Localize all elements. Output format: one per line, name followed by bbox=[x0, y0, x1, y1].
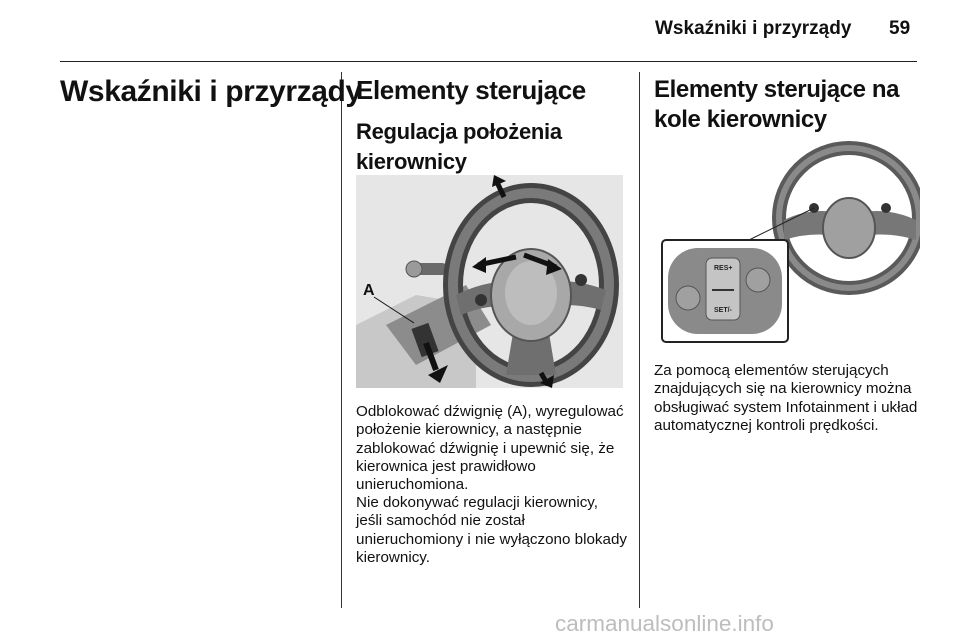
column-divider-left bbox=[341, 72, 342, 608]
speed-limiter-button-icon bbox=[676, 286, 700, 310]
inset-label-res: RES+ bbox=[714, 265, 733, 272]
page-number: 59 bbox=[889, 18, 911, 39]
header-rule bbox=[60, 61, 917, 62]
steering-adjustment-figure bbox=[356, 175, 623, 388]
subsection-heading: Regulacja położenia kierownicy bbox=[356, 119, 562, 174]
paragraph-unlock-lever: Odblokować dźwignię (A), wyregulować położenie kierownicy, a następnie zablokować dźwignię i upewnić się, że kierownica jest prawidłowo unieruchomiona. bbox=[356, 403, 624, 494]
column-divider-right bbox=[639, 72, 640, 608]
paragraph-warning: Nie dokonywać regulacji kierownicy, jeśli samochód nie został unieruchomiony i nie wyłączono blokady kierownicy. bbox=[356, 494, 627, 566]
lever-label: A bbox=[363, 282, 375, 299]
paragraph-wheel-controls: Za pomocą elementów sterujących znajdujących się na kierownicy można obsługiwać system Infotainment i układ automatycznej kontroli prędkości. bbox=[654, 362, 918, 434]
wheel-controls-figure bbox=[654, 140, 920, 348]
section-heading: Elementy sterujące bbox=[356, 75, 586, 105]
cruise-control-button-icon bbox=[746, 268, 770, 292]
running-header-title: Wskaźniki i przyrządy bbox=[655, 18, 852, 39]
steering-wheel-icon bbox=[654, 140, 920, 348]
steering-wheel-icon bbox=[356, 175, 623, 388]
chapter-title: Wskaźniki i przyrządy bbox=[60, 75, 362, 108]
watermark: carmanualsonline.info bbox=[555, 611, 774, 636]
section-heading-wheel-controls: Elementy sterujące na kole kierownicy bbox=[654, 76, 900, 133]
inset-label-set: SET/- bbox=[714, 307, 732, 314]
